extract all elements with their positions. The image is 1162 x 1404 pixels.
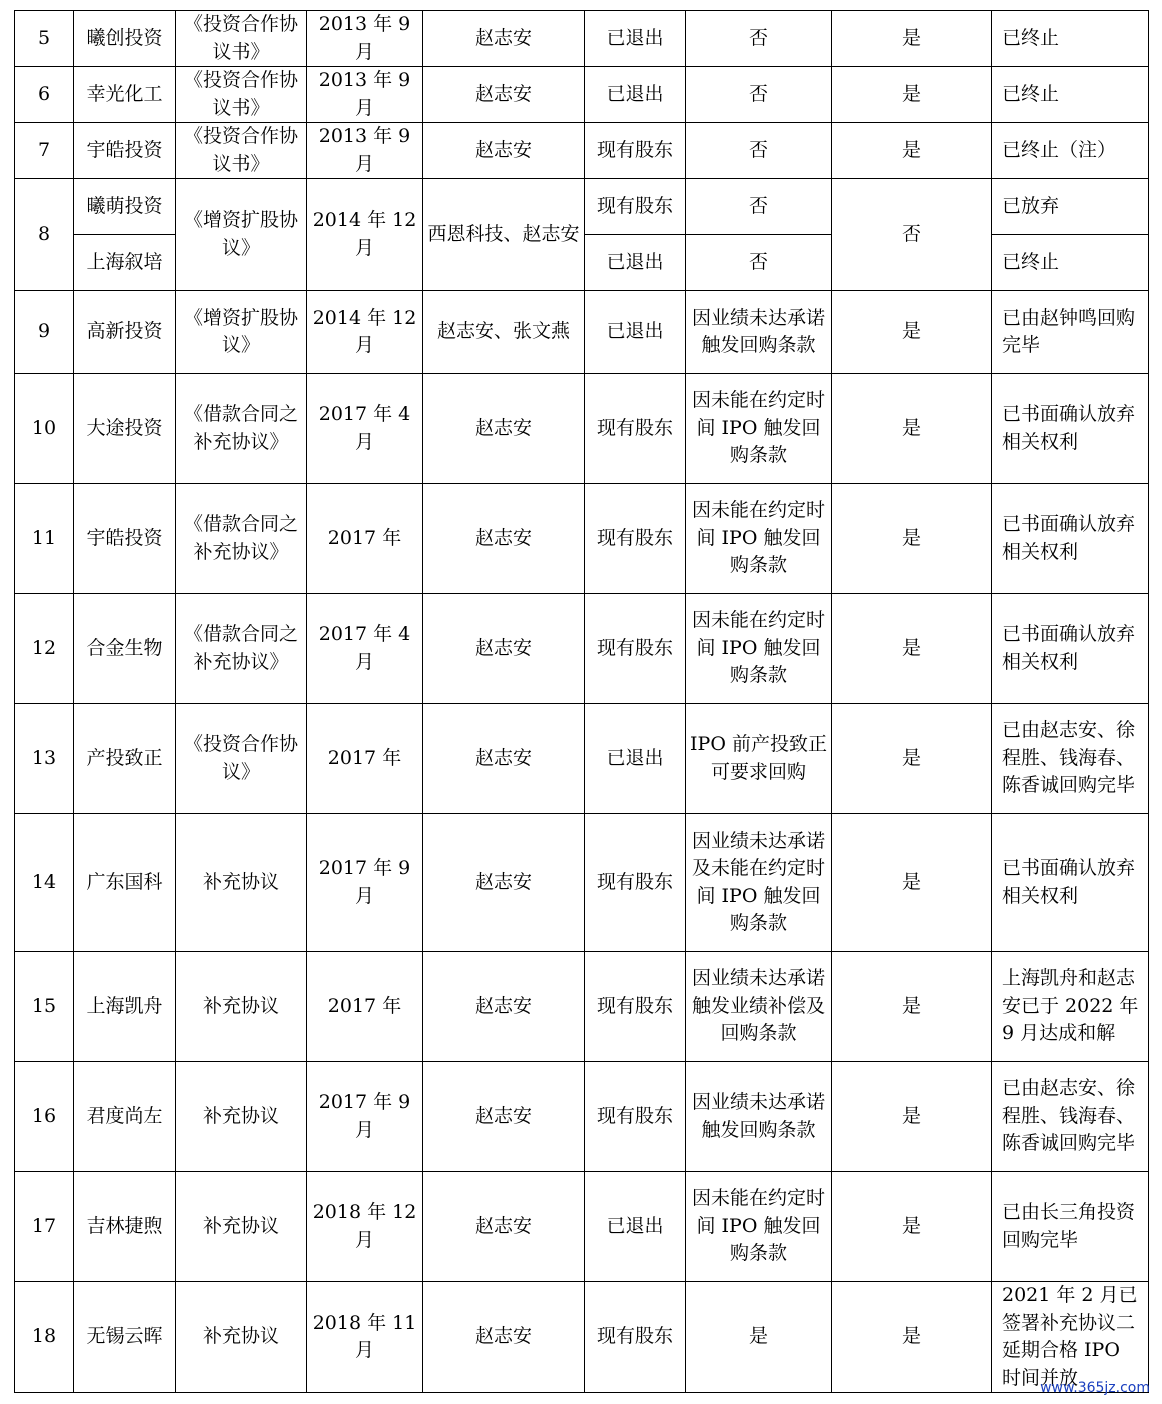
agreement-name: 《借款合同之补充协议》	[176, 594, 307, 704]
sign-date: 2017 年	[307, 704, 423, 814]
obligor: 赵志安	[423, 1062, 585, 1172]
party-name: 广东国科	[74, 814, 176, 952]
shareholder-status: 现有股东	[585, 374, 686, 484]
clean-status: 否	[832, 179, 992, 291]
clean-status: 是	[832, 1172, 992, 1282]
party-name: 曦萌投资	[74, 179, 176, 235]
obligor: 赵志安	[423, 952, 585, 1062]
table-row	[15, 484, 1149, 594]
sign-date: 2013 年 9 月	[307, 123, 423, 179]
row-number: 8	[15, 179, 74, 291]
sign-date: 2018 年 11 月	[307, 1282, 423, 1393]
current-result: 已书面确认放弃相关权利	[992, 594, 1149, 704]
agreement-name: 补充协议	[176, 1282, 307, 1393]
agreement-name: 《借款合同之补充协议》	[176, 374, 307, 484]
table-row	[15, 374, 1149, 484]
party-name: 君度尚左	[74, 1062, 176, 1172]
sign-date: 2017 年 4 月	[307, 374, 423, 484]
repurchase-term: 否	[686, 179, 832, 235]
current-result: 已由赵钟鸣回购完毕	[992, 291, 1149, 374]
table-row	[15, 952, 1149, 1062]
row-number: 13	[15, 704, 74, 814]
repurchase-term: 是	[686, 1282, 832, 1393]
clean-status: 是	[832, 11, 992, 67]
repurchase-term: 因未能在约定时间 IPO 触发回购条款	[686, 484, 832, 594]
repurchase-term: 因业绩未达承诺触发回购条款	[686, 1062, 832, 1172]
sign-date: 2017 年	[307, 484, 423, 594]
table-row	[15, 704, 1149, 814]
clean-status: 是	[832, 1062, 992, 1172]
table-row	[15, 67, 1149, 123]
obligor: 赵志安	[423, 484, 585, 594]
current-result: 已书面确认放弃相关权利	[992, 374, 1149, 484]
agreement-name: 《投资合作协议书》	[176, 11, 307, 67]
current-result: 2021 年 2 月已签署补充协议二延期合格 IPO 时间并放	[992, 1282, 1149, 1393]
sign-date: 2017 年 9 月	[307, 814, 423, 952]
shareholder-status: 已退出	[585, 235, 686, 291]
shareholder-status: 现有股东	[585, 814, 686, 952]
obligor: 赵志安、张文燕	[423, 291, 585, 374]
party-name: 吉林捷煦	[74, 1172, 176, 1282]
repurchase-term: 否	[686, 235, 832, 291]
shareholder-status: 已退出	[585, 11, 686, 67]
obligor: 赵志安	[423, 123, 585, 179]
table-row	[15, 1282, 1149, 1393]
row-number: 10	[15, 374, 74, 484]
row-number: 9	[15, 291, 74, 374]
agreement-name: 《投资合作协议书》	[176, 123, 307, 179]
current-result: 已终止	[992, 67, 1149, 123]
table-row	[15, 1062, 1149, 1172]
clean-status: 是	[832, 484, 992, 594]
agreement-name: 《增资扩股协议》	[176, 291, 307, 374]
repurchase-term: 否	[686, 11, 832, 67]
shareholder-status: 现有股东	[585, 952, 686, 1062]
current-result: 已终止（注）	[992, 123, 1149, 179]
shareholder-status: 已退出	[585, 1172, 686, 1282]
sign-date: 2018 年 12 月	[307, 1172, 423, 1282]
repurchase-term: 因业绩未达承诺触发回购条款	[686, 291, 832, 374]
agreement-name: 《借款合同之补充协议》	[176, 484, 307, 594]
current-result: 上海凯舟和赵志安已于 2022 年 9 月达成和解	[992, 952, 1149, 1062]
table-row	[15, 594, 1149, 704]
repurchase-term: 否	[686, 123, 832, 179]
agreement-name: 《投资合作协议》	[176, 704, 307, 814]
sign-date: 2017 年 9 月	[307, 1062, 423, 1172]
agreement-name: 补充协议	[176, 1172, 307, 1282]
party-name: 无锡云晖	[74, 1282, 176, 1393]
repurchase-term: 因未能在约定时间 IPO 触发回购条款	[686, 594, 832, 704]
current-result: 已由长三角投资回购完毕	[992, 1172, 1149, 1282]
shareholder-status: 现有股东	[585, 1062, 686, 1172]
repurchase-term: IPO 前产投致正可要求回购	[686, 704, 832, 814]
party-name: 宇皓投资	[74, 123, 176, 179]
shareholder-status: 已退出	[585, 291, 686, 374]
agreement-name: 补充协议	[176, 814, 307, 952]
party-name: 高新投资	[74, 291, 176, 374]
agreement-name: 补充协议	[176, 1062, 307, 1172]
clean-status: 是	[832, 67, 992, 123]
repurchase-term: 因业绩未达承诺及未能在约定时间 IPO 触发回购条款	[686, 814, 832, 952]
row-number: 15	[15, 952, 74, 1062]
obligor: 赵志安	[423, 1282, 585, 1393]
party-name: 上海凯舟	[74, 952, 176, 1062]
row-number: 7	[15, 123, 74, 179]
table-row	[15, 291, 1149, 374]
clean-status: 是	[832, 1282, 992, 1393]
party-name: 幸光化工	[74, 67, 176, 123]
row-number: 16	[15, 1062, 74, 1172]
obligor: 西恩科技、赵志安	[423, 179, 585, 291]
row-number: 11	[15, 484, 74, 594]
shareholder-status: 现有股东	[585, 594, 686, 704]
row-number: 14	[15, 814, 74, 952]
current-result: 已书面确认放弃相关权利	[992, 484, 1149, 594]
clean-status: 是	[832, 704, 992, 814]
clean-status: 是	[832, 952, 992, 1062]
agreement-name: 《投资合作协议书》	[176, 67, 307, 123]
sign-date: 2017 年	[307, 952, 423, 1062]
row-number: 6	[15, 67, 74, 123]
table-row	[15, 1172, 1149, 1282]
row-number: 5	[15, 11, 74, 67]
repurchase-term: 因未能在约定时间 IPO 触发回购条款	[686, 1172, 832, 1282]
obligor: 赵志安	[423, 594, 585, 704]
sign-date: 2014 年 12 月	[307, 179, 423, 291]
current-result: 已书面确认放弃相关权利	[992, 814, 1149, 952]
table-row	[15, 11, 1149, 67]
current-result: 已终止	[992, 11, 1149, 67]
current-result: 已终止	[992, 235, 1149, 291]
shareholder-status: 现有股东	[585, 179, 686, 235]
agreement-name: 补充协议	[176, 952, 307, 1062]
watermark: www.365jz.com	[1040, 1380, 1150, 1396]
current-result: 已放弃	[992, 179, 1149, 235]
obligor: 赵志安	[423, 704, 585, 814]
obligor: 赵志安	[423, 11, 585, 67]
party-name: 大途投资	[74, 374, 176, 484]
repurchase-term: 否	[686, 67, 832, 123]
obligor: 赵志安	[423, 814, 585, 952]
table-row	[15, 123, 1149, 179]
table-row	[15, 814, 1149, 952]
shareholder-status: 现有股东	[585, 1282, 686, 1393]
obligor: 赵志安	[423, 1172, 585, 1282]
row-number: 12	[15, 594, 74, 704]
party-name: 上海叙培	[74, 235, 176, 291]
shareholder-status: 现有股东	[585, 484, 686, 594]
party-name: 宇皓投资	[74, 484, 176, 594]
clean-status: 是	[832, 814, 992, 952]
sign-date: 2013 年 9 月	[307, 67, 423, 123]
clean-status: 是	[832, 374, 992, 484]
current-result: 已由赵志安、徐程胜、钱海春、陈香诚回购完毕	[992, 1062, 1149, 1172]
shareholder-status: 已退出	[585, 67, 686, 123]
shareholder-status: 现有股东	[585, 123, 686, 179]
party-name: 合金生物	[74, 594, 176, 704]
shareholder-status: 已退出	[585, 704, 686, 814]
clean-status: 是	[832, 291, 992, 374]
row-number: 17	[15, 1172, 74, 1282]
sign-date: 2014 年 12 月	[307, 291, 423, 374]
party-name: 曦创投资	[74, 11, 176, 67]
party-name: 产投致正	[74, 704, 176, 814]
clean-status: 是	[832, 594, 992, 704]
table-row	[15, 179, 1149, 235]
sign-date: 2013 年 9 月	[307, 11, 423, 67]
current-result: 已由赵志安、徐程胜、钱海春、陈香诚回购完毕	[992, 704, 1149, 814]
repurchase-term: 因未能在约定时间 IPO 触发回购条款	[686, 374, 832, 484]
repurchase-term: 因业绩未达承诺触发业绩补偿及回购条款	[686, 952, 832, 1062]
row-number: 18	[15, 1282, 74, 1393]
obligor: 赵志安	[423, 67, 585, 123]
agreement-table	[14, 10, 1149, 1393]
sign-date: 2017 年 4 月	[307, 594, 423, 704]
clean-status: 是	[832, 123, 992, 179]
agreement-name: 《增资扩股协议》	[176, 179, 307, 291]
obligor: 赵志安	[423, 374, 585, 484]
